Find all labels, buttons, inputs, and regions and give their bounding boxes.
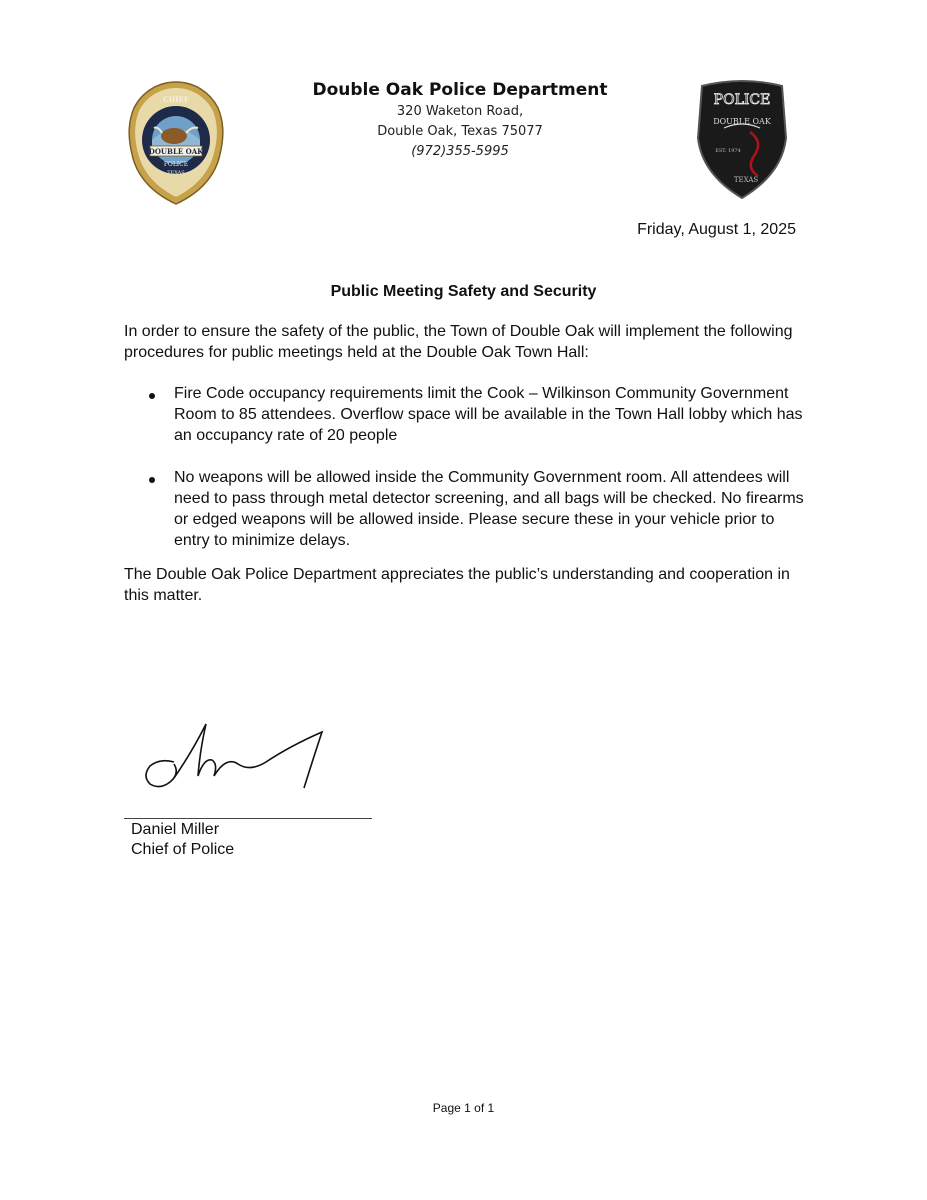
- address-line-2: Double Oak, Texas 75077: [377, 124, 543, 139]
- bullet-icon: [149, 477, 155, 483]
- letterhead-block: [300, 78, 620, 162]
- patch-bottom-text: TEXAS: [733, 176, 759, 184]
- department-name: Double Oak Police Department: [312, 80, 608, 100]
- signature-line: [124, 818, 372, 819]
- badge-top-text: CHIEF: [163, 95, 189, 104]
- signer-title: Chief of Police: [131, 841, 235, 858]
- list-item: [124, 467, 814, 551]
- address-line-1: 320 Waketon Road,: [396, 104, 524, 119]
- handwritten-signature: [140, 716, 340, 806]
- intro-paragraph: In order to ensure the safety of the public, the Town of Double Oak will implement the following procedures for public meetings held at the Double Oak Town Hall:: [124, 323, 793, 361]
- badge-middle-text: POLICE: [163, 161, 189, 168]
- bullet-text: No weapons will be allowed inside the Community Government room. All attendees will need to pass through metal detector screening, and all bags will be checked. No firearms or edged weapons will be allowed inside. Please secure these in your vehicle prior to entry to minimize delays.: [174, 469, 804, 549]
- page-number: Page 1 of 1: [432, 1101, 495, 1115]
- patch-banner-text: DOUBLE OAK: [713, 117, 771, 126]
- patch-top-text: POLICE: [713, 92, 771, 108]
- chief-badge-logo: [126, 78, 226, 208]
- bullet-text: Fire Code occupancy requirements limit the Cook – Wilkinson Community Government Room to 85 attendees. Overflow space will be available in the Town Hall lobby which has an occupancy rate of 20 people: [174, 385, 803, 444]
- police-patch-logo: [694, 78, 790, 202]
- procedures-list: [124, 383, 814, 572]
- list-item: [124, 383, 814, 446]
- closing-paragraph: The Double Oak Police Department appreciates the public’s understanding and cooperation in this matter.: [124, 566, 790, 604]
- bullet-icon: [149, 393, 155, 399]
- signer-block: [131, 820, 234, 860]
- patch-est-text: EST. 1974: [715, 148, 741, 154]
- phone-number: (972)355-5995: [411, 144, 509, 159]
- badge-banner-text: DOUBLE OAK: [148, 147, 204, 156]
- signer-name: Daniel Miller: [131, 821, 220, 838]
- letter-subject: Public Meeting Safety and Security: [330, 283, 597, 300]
- letter-date: Friday, August 1, 2025: [637, 221, 796, 238]
- badge-bottom-text: TEXAS: [167, 170, 185, 176]
